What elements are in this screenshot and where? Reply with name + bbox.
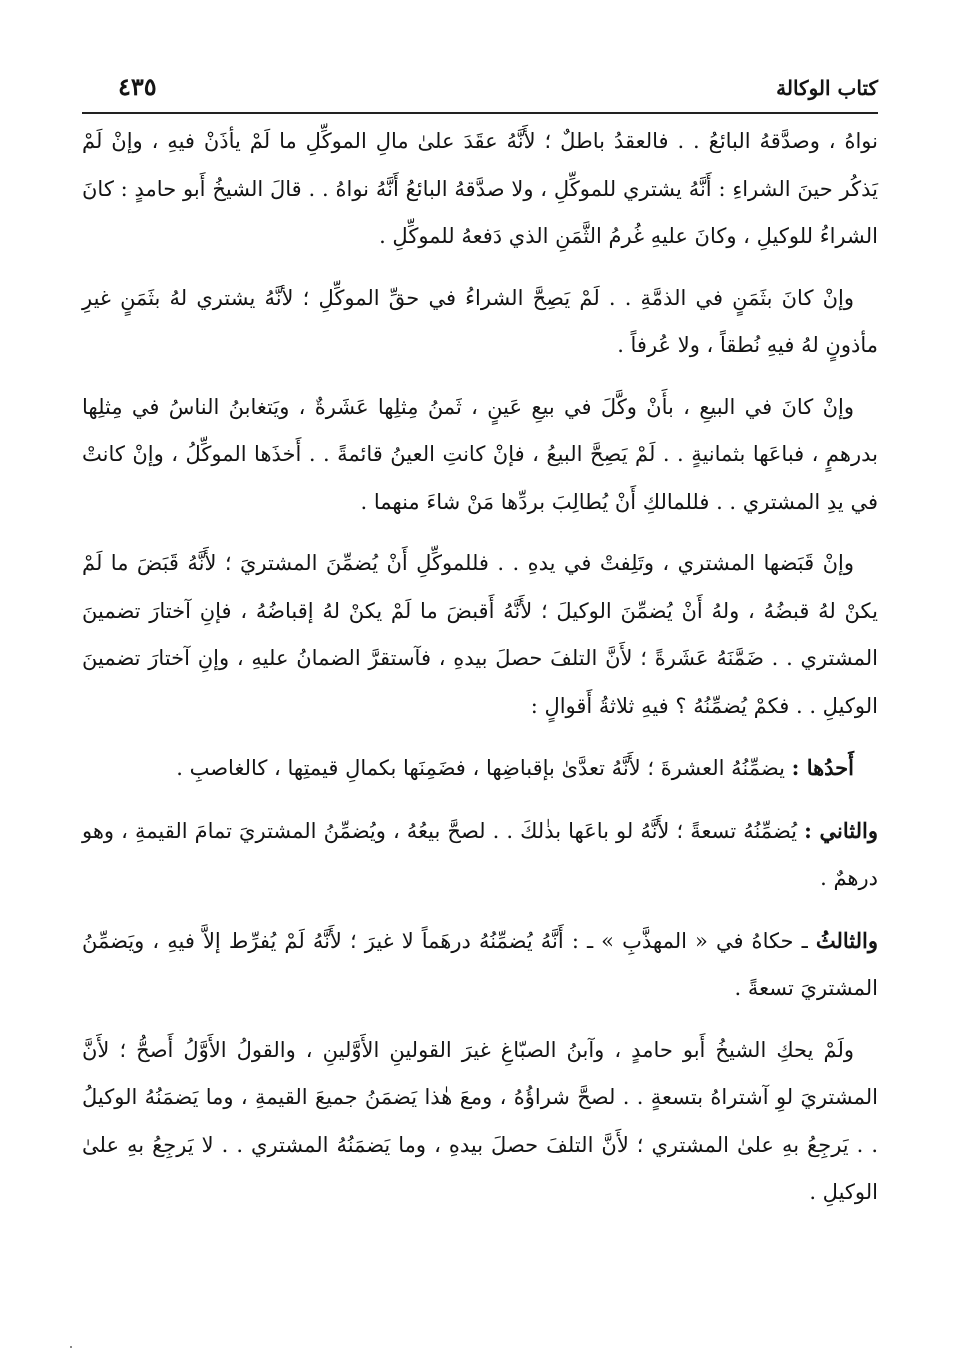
paragraph-text: ـ حكاهُ في « المهذَّبِ » ـ : أَنَّهُ يُضمِّنُهُ درهَماً لا غيرَ ؛ لأَنَّهُ لَمْ يُفرِّط إلاَّ فيهِ ، ويَضمِّنُ المشتريَ تسعةً . bbox=[82, 928, 878, 1000]
paragraph bbox=[82, 275, 878, 370]
paragraph-text: يُضمِّنُهُ تسعةً ؛ لأَنَّهُ لو باعَها بذٰلكَ . . لصحَّ بيعُهُ ، ويُضمِّنُ المشتريَ تمامَ القيمةِ ، وهو درهمٌ . bbox=[82, 818, 878, 890]
paragraph bbox=[82, 917, 878, 1013]
paragraph-text: ولَمْ يحكِ الشيخُ أَبو حامدٍ ، وآبنُ الصبّاغِ غيرَ القولينِ الأَوَّلينِ ، والقولُ الأَوَّلُ أَصحُّ ؛ لأَنَّ المشتريَ لوِ آشتراهُ بتسعةٍ . . لصحَّ شراؤُهُ ، ومعَ هٰذا يَضمَنُ جميعَ القيمةِ ، وما يَضمَنُهُ الوكيلُ . . يَرجِعُ بهِ علىٰ المشتري ؛ لأَنَّ التلفَ حصلَ بيدهِ ، وما يَضمَنُهُ المشتري . . لا يَرجِعُ بهِ علىٰ الوكيلِ . bbox=[82, 1037, 878, 1204]
paragraph-lead: أَحدُها : bbox=[791, 755, 854, 780]
page-number: ٤٣٥ bbox=[118, 72, 157, 101]
paragraph bbox=[82, 384, 878, 527]
paragraph bbox=[82, 807, 878, 903]
paragraph-text: نواهُ ، وصدَّقهُ البائعُ . . فالعقدُ باطلٌ ؛ لأَنَّهُ عقَدَ علىٰ مالِ الموكِّلِ ما لَمْ يأذَنْ فيهِ ، وإنْ لَمْ يَذكُر حينَ الشراءِ : أَنَّهُ يشتري للموكِّلِ ، ولا صدَّقهُ البائعُ أَنَّهُ نواهُ . . قالَ الشيخُ أَبو حامدٍ : كانَ الشراءُ للوكيلِ ، وكانَ عليهِ غُرمُ الثَّمَنِ الذي دَفعهُ للموكِّلِ . bbox=[82, 129, 878, 248]
paragraph bbox=[82, 1027, 878, 1217]
paragraph bbox=[82, 744, 878, 793]
page-body bbox=[82, 118, 878, 1217]
paragraph-text: وإنْ كانَ بثَمَنٍ في الذمَّةِ . . لَمْ يَصِحَّ الشراءُ في حقِّ الموكِّلِ ؛ لأنَّهُ يشتري لهُ بثَمَنٍ غيرِ مأذونٍ لهُ فيهِ نُطقاً ، ولا عُرفاً . bbox=[82, 285, 878, 357]
paragraph-text: وإنْ كانَ في البيعِ ، بأَنْ وكَّلَ في بيعِ عَينٍ ، ثَمنُ مِثلِها عَشَرةٌ ، ويَتغابنُ الناسُ في مِثلِها بدرهمٍ ، فباعَها بثمانيةٍ . . لَمْ يَصِحَّ البيعُ ، فإنْ كانتِ العينُ قائمةً . . أَخذَها الموكِّلُ ، وإنْ كانتْ في يدِ المشتري . . فللمالكِ أَنْ يُطالِبَ بردِّها مَنْ شاءَ منهما . bbox=[82, 394, 878, 514]
paragraph bbox=[82, 118, 878, 261]
paragraph-lead: والثاني : bbox=[804, 817, 878, 843]
paragraph-text: وإنْ قَبَضها المشتري ، وتَلِفتْ في يدهِ . . فللموكِّلِ أَنْ يُضمِّنَ المشتريَ ؛ لأَنَّهُ قَبَضَ ما لَمْ يكنْ لهُ قبضُهُ ، ولهُ أَنْ يُضمِّنَ الوكيلَ ؛ لأَنَّهُ أَقبضَ ما لَمْ يكنْ لهُ إقباضُهُ ، فإنِ آختارَ تضمينَ المشتري . . ضَمَّنَهُ عَشَرةً ؛ لأَنَّ التلفَ حصلَ بيدهِ ، فآستقرَّ الضمانُ عليهِ ، وإنِ آختارَ تضمينَ الوكيلِ . . فكمْ يُضمِّنُهُ ؟ فيهِ ثلاثةُ أَقوالٍ : bbox=[82, 551, 878, 718]
page-header bbox=[82, 72, 878, 112]
page-speck bbox=[70, 1346, 72, 1348]
paragraph bbox=[82, 540, 878, 730]
chapter-title: كتاب الوكالة bbox=[776, 76, 878, 100]
paragraph-lead: والثالثُ bbox=[815, 927, 878, 953]
paragraph-text: يضمِّنُهُ العشرةَ ؛ لأَنَّهُ تعدَّىٰ بإقباضِها ، فضَمِنَها بكمالِ قيمتِها ، كالغاصبِ . bbox=[176, 756, 785, 780]
header-rule bbox=[82, 112, 878, 114]
